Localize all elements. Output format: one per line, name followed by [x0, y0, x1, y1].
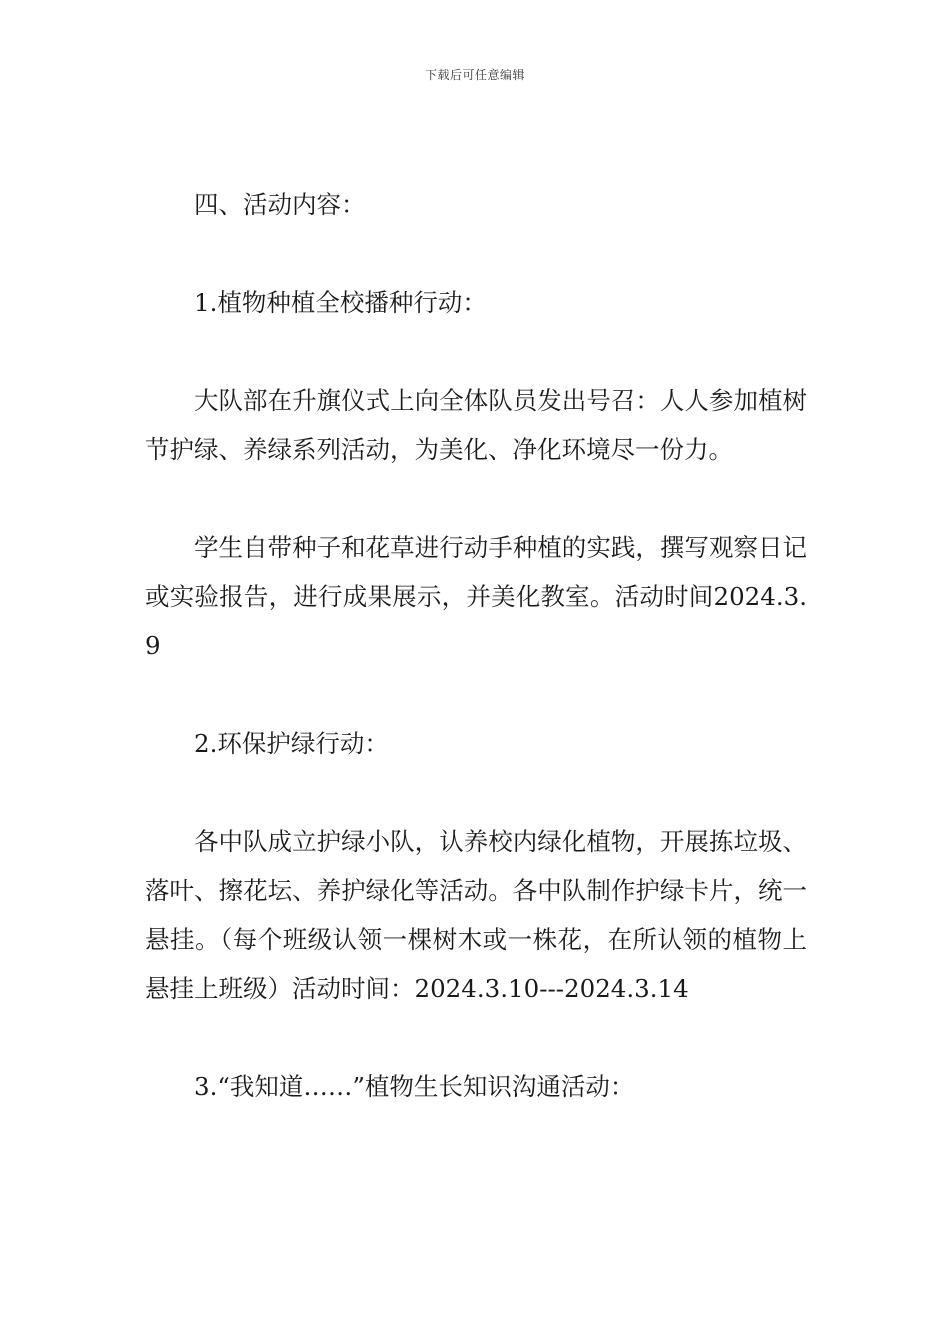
- item2-title: 2.环保护绿行动：: [194, 729, 389, 758]
- page-header-note: 下载后可任意编辑: [424, 68, 525, 82]
- item1-paragraph-1: 大队部在升旗仪式上向全体队员发出号召：人人参加植树节护绿、养绿系列活动，为美化、净化环境尽一份力。: [145, 386, 807, 464]
- item1-title: 1.植物种植全校播种行动：: [194, 288, 487, 317]
- item3-title: 3.“我知道……”植物生长知识沟通活动：: [194, 1072, 635, 1101]
- item2-paragraph-1: 各中队成立护绿小队，认养校内绿化植物，开展拣垃圾、落叶、擦花坛、养护绿化等活动。各中队制作护绿卡片，统一悬挂。（每个班级认领一棵树木或一株花，在所认领的植物上悬挂上班级）活动时间：2024.3.10---2024.3.14: [145, 827, 807, 1003]
- document-body: [145, 180, 807, 1160]
- section-heading: 四、活动内容：: [194, 190, 366, 219]
- item1-paragraph-2: 学生自带种子和花草进行动手种植的实践，撰写观察日记或实验报告，进行成果展示，并美化教室。活动时间2024.3.9: [145, 533, 807, 660]
